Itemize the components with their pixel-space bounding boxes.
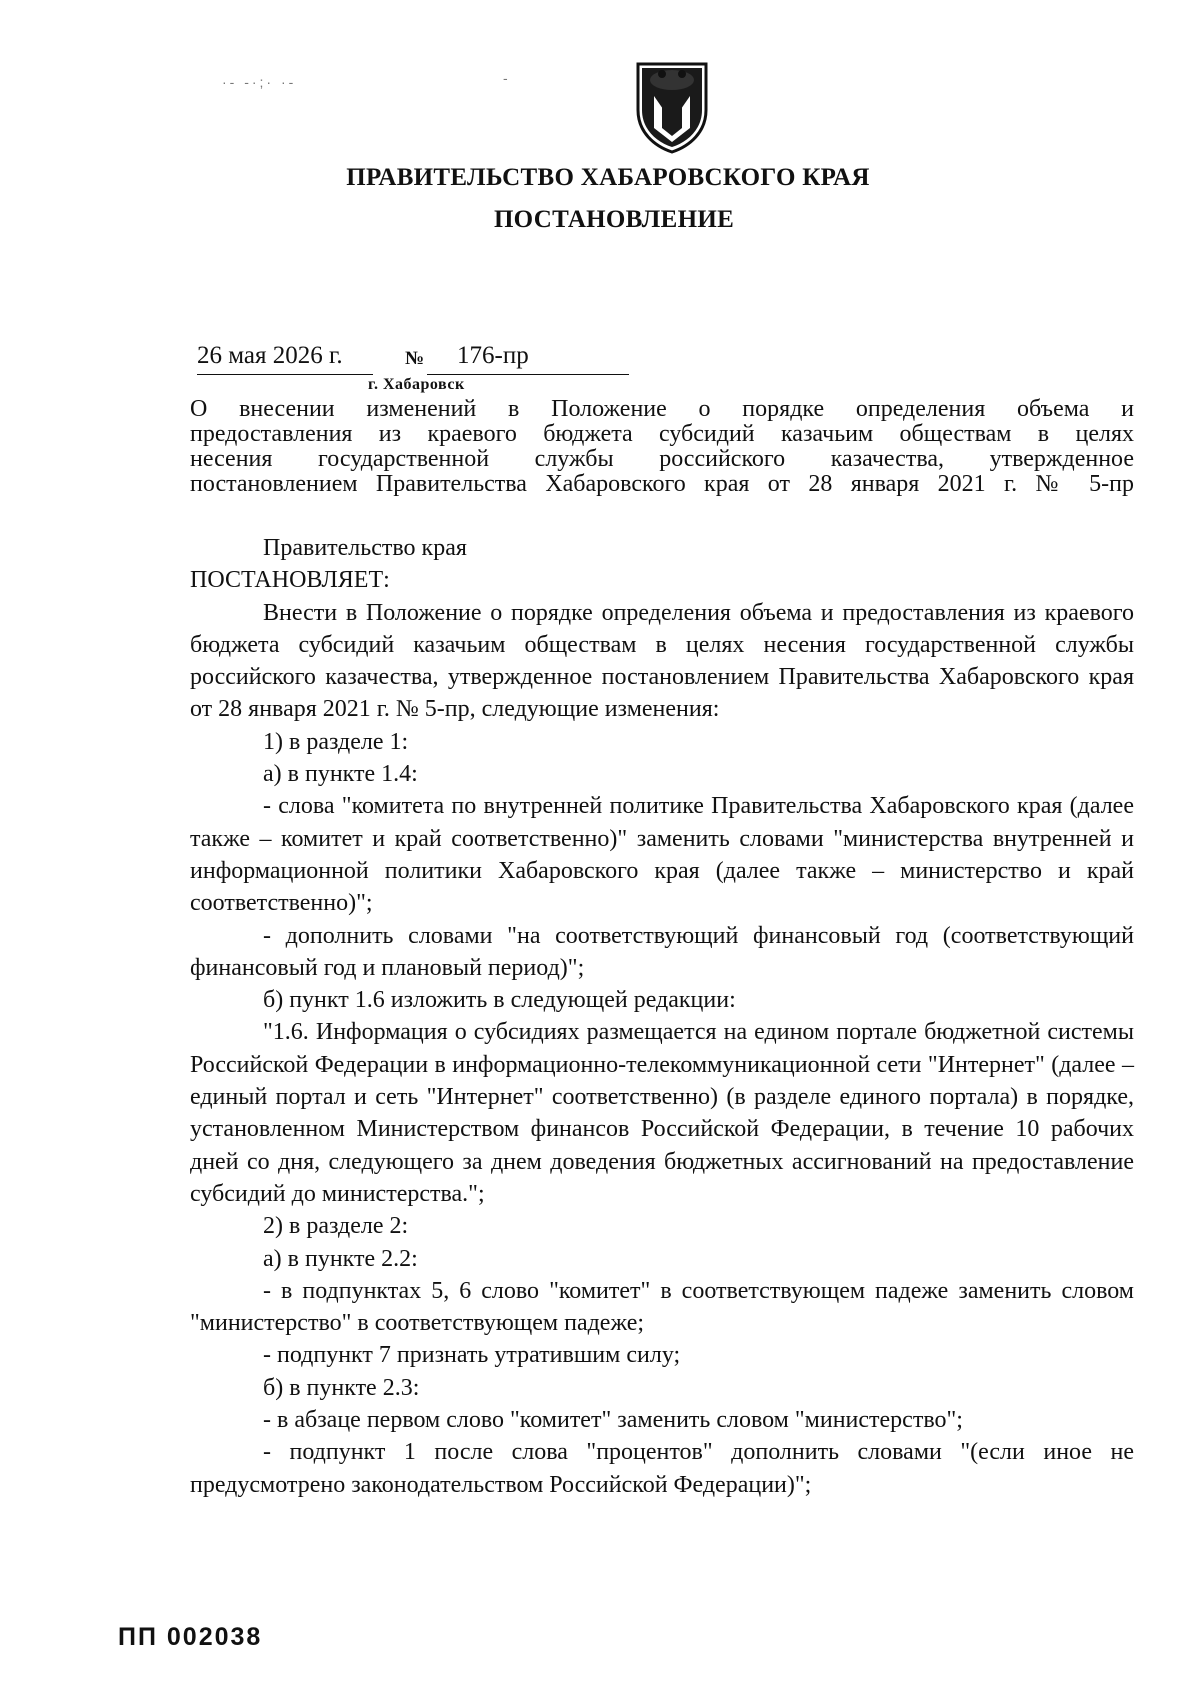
- document-body: [190, 532, 1134, 1501]
- title-line: несения государственной службы российского казачества, утвержденное: [190, 446, 1134, 472]
- paragraph: - в подпунктах 5, 6 слово "комитет" в соответствующем падеже заменить словом "министерство" в соответствующем падеже;: [190, 1277, 1134, 1337]
- title-line: О внесении изменений в Положение о порядке определения объема и: [190, 396, 1134, 422]
- paragraph: 1) в разделе 1:: [263, 728, 409, 755]
- government-name: ПРАВИТЕЛЬСТВО ХАБАРОВСКОГО КРАЯ: [346, 164, 870, 191]
- paragraph: Правительство края: [263, 535, 467, 561]
- date-underline: [197, 374, 373, 375]
- paragraph: - дополнить словами "на соответствующий финансовый год (соответствующий финансовый год и плановый период)";: [190, 922, 1134, 981]
- paragraph: б) пункт 1.6 изложить в следующей редакции:: [263, 987, 736, 1014]
- khabarovsk-coat-of-arms-icon: [632, 58, 712, 156]
- paragraph: - подпункт 1 после слова "процентов" дополнить словами "(если иное не предусмотрено законодательством Российской Федерации)";: [190, 1439, 1134, 1498]
- document-type: ПОСТАНОВЛЕНИЕ: [493, 206, 735, 233]
- title-line: постановлением Правительства Хабаровского края от 28 января 2021 г. № 5-пр: [190, 471, 1134, 497]
- document-number: 176-пр: [457, 342, 529, 369]
- paragraph: 2) в разделе 2:: [263, 1213, 409, 1240]
- paragraph: б) в пункте 2.3:: [263, 1374, 420, 1401]
- paragraph: - в абзаце первом слово "комитет" заменить словом "министерство";: [263, 1407, 963, 1434]
- number-underline: [427, 374, 629, 375]
- paragraph: - слова "комитета по внутренней политике Правительства Хабаровского края (далее также – комитет и край соответственно)" заменить словами "министерства внутренней и информационной политики Хабаровского края (далее также – министерство и край соответственно)";: [190, 793, 1134, 917]
- scan-artifact: -: [503, 70, 511, 86]
- paragraph: а) в пункте 2.2:: [263, 1245, 418, 1272]
- scan-artifact: ·- -·;· ·-: [222, 74, 297, 90]
- document-date: 26 мая 2026 г.: [197, 342, 343, 369]
- paragraph: "1.6. Информация о субсидиях размещается на едином портале бюджетной системы Российской Федерации в информационно-телекоммуникационной сети "Интернет" (далее – единый портал и сеть "Интернет" соответственно) (в разделе единого портала) в порядке, установленном Министерством финансов Российской Федерации, в течение 10 рабочих дней со дня, следующего за днем доведения бюджетных ассигнований на предоставление субсидий до министерства.";: [190, 1019, 1134, 1207]
- paragraph: Внести в Положение о порядке определения объема и предоставления из краевого бюджета субсидий казачьим обществам в целях несения государственной службы российского казачества, утвержденное постановлением Правительства Хабаровского края от 28 января 2021 г. № 5-пр, следующие изменения:: [190, 599, 1134, 723]
- paragraph: - подпункт 7 признать утратившим силу;: [263, 1342, 681, 1369]
- document-title: [190, 397, 1134, 497]
- document-city: г. Хабаровск: [368, 376, 465, 393]
- paragraph: ПОСТАНОВЛЯЕТ:: [190, 567, 390, 594]
- number-sign: №: [405, 348, 425, 369]
- paragraph: а) в пункте 1.4:: [263, 761, 418, 788]
- date-number-line: [197, 342, 629, 378]
- title-line: предоставления из краевого бюджета субсидий казачьим обществам в целях: [190, 421, 1134, 447]
- form-serial-number: ПП 002038: [118, 1623, 263, 1651]
